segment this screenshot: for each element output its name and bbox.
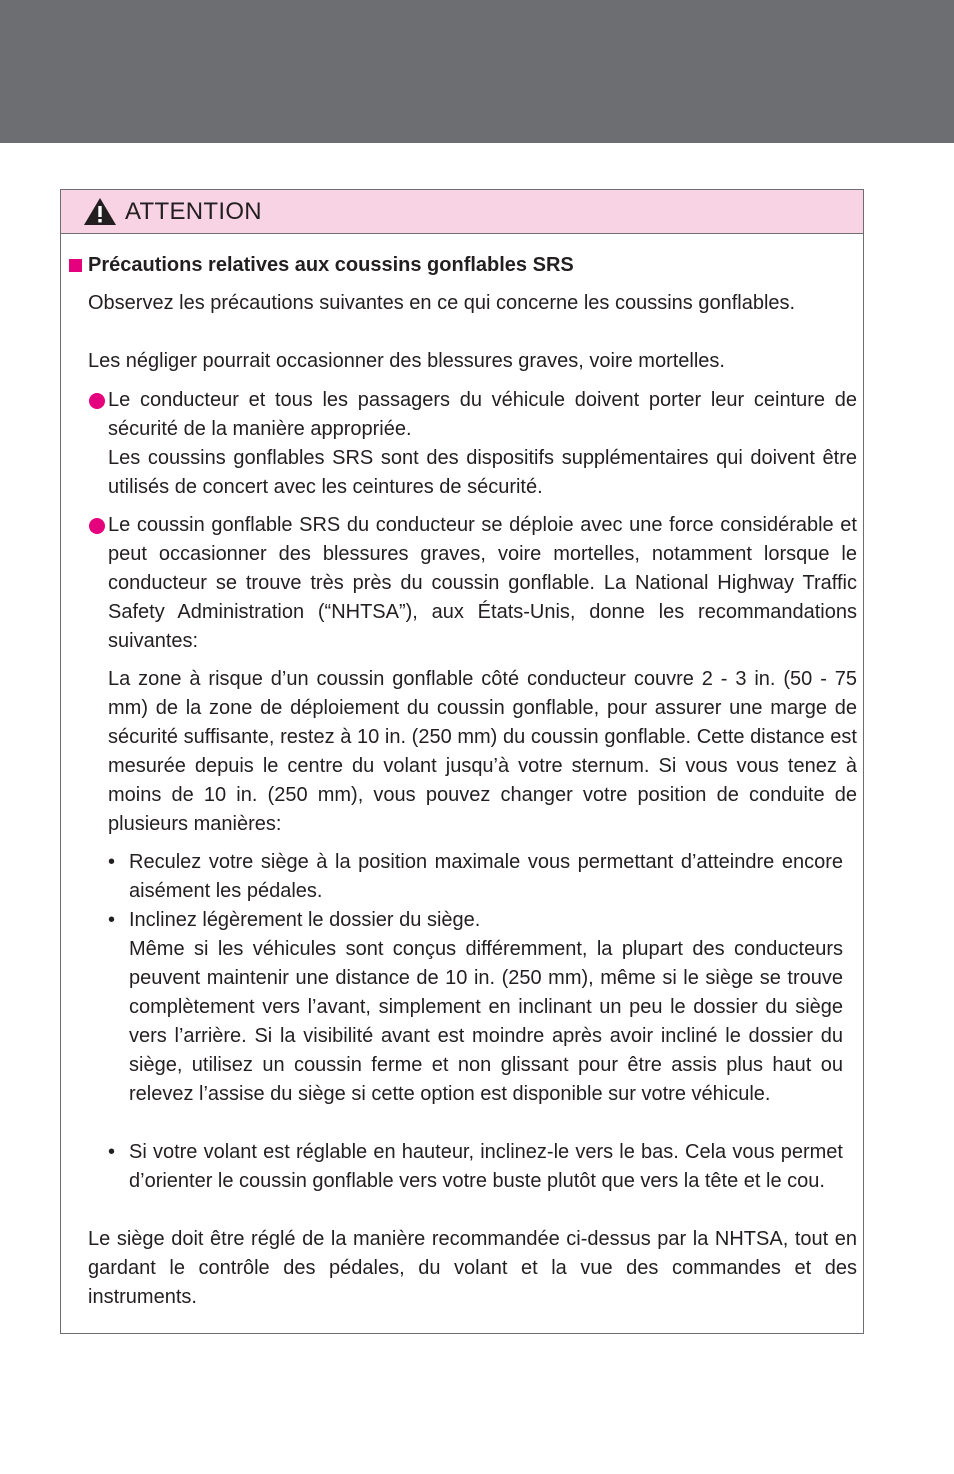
sub-bullet-1-text: Reculez votre siège à la position maximale vous permettant d’atteindre encore aisément les pédales. [129,851,843,902]
sub-bullet-3-symbol: • [108,1141,116,1163]
bullet-2-text: Le coussin gonflable SRS du conducteur se déploie avec une force considérable et peut occasionner des blessures graves, voire mortelles, notamment lorsque le conducteur se trouve très près du coussin gonflable. La National Highway Traffic Safety Administration (“NHTSA”), aux États-Unis, donne les recommandations suivantes: [108,514,857,652]
bullet-1-text: Le conducteur et tous les passagers du véhicule doivent porter leur ceinture de sécurité de la manière appropriée. [108,389,857,440]
section-heading [69,254,574,277]
attention-title: ATTENTION [125,197,262,225]
sub-bullet-2-symbol: • [108,909,116,931]
attention-header [61,190,863,234]
section-square-icon [69,259,82,272]
sub-bullet-1-symbol: • [108,851,116,873]
section-title: Précautions relatives aux coussins gonflables SRS [88,254,574,276]
bullet-dot-icon [89,518,105,534]
bullet-1-extra: Les coussins gonflables SRS sont des dispositifs supplémentaires qui doivent être utilisés de concert avec les ceintures de sécurité. [108,447,857,498]
intro-paragraph-2: Les négliger pourrait occasionner des blessures graves, voire mortelles. [88,350,725,372]
bullet-2-extra: La zone à risque d’un coussin gonflable côté conducteur couvre 2 - 3 in. (50 - 75 mm) de la zone de déploiement du coussin gonflable, pour assurer une marge de sécurité suffisante, restez à 10 in. (250 mm) du coussin gonflable. Cette distance est mesurée depuis le centre du volant jusqu’à votre sternum. Si vous vous tenez à moins de 10 in. (250 mm), vous pouvez changer votre position de conduite de plusieurs manières: [108,668,857,835]
closing-paragraph: Le siège doit être réglé de la manière recommandée ci-dessus par la NHTSA, tout en gardant le contrôle des pédales, du volant et la vue des commandes et des instruments. [88,1228,857,1308]
bullet-dot-icon [89,393,105,409]
intro-paragraph-1: Observez les précautions suivantes en ce qui concerne les coussins gonflables. [88,292,796,314]
attention-box [60,189,864,1334]
warning-triangle-icon [83,197,117,226]
sub-bullet-3-text: Si votre volant est réglable en hauteur, inclinez-le vers le bas. Cela vous permet d’orienter le coussin gonflable vers votre buste plutôt que vers la tête et le cou. [129,1141,843,1192]
sub-bullet-2-text: Inclinez légèrement le dossier du siège. [129,909,481,931]
top-band [0,0,954,143]
sub-bullet-2-extra: Même si les véhicules sont conçus différemment, la plupart des conducteurs peuvent maintenir une distance de 10 in. (250 mm), même si le siège se trouve complètement vers l’avant, simplement en inclinant un peu le dossier du siège vers l’arrière. Si la visibilité avant est moindre après avoir incliné le dossier du siège, utilisez un coussin ferme et non glissant pour être assis plus haut ou relevez l’assise du siège si cette option est disponible sur votre véhicule. [129,938,843,1105]
